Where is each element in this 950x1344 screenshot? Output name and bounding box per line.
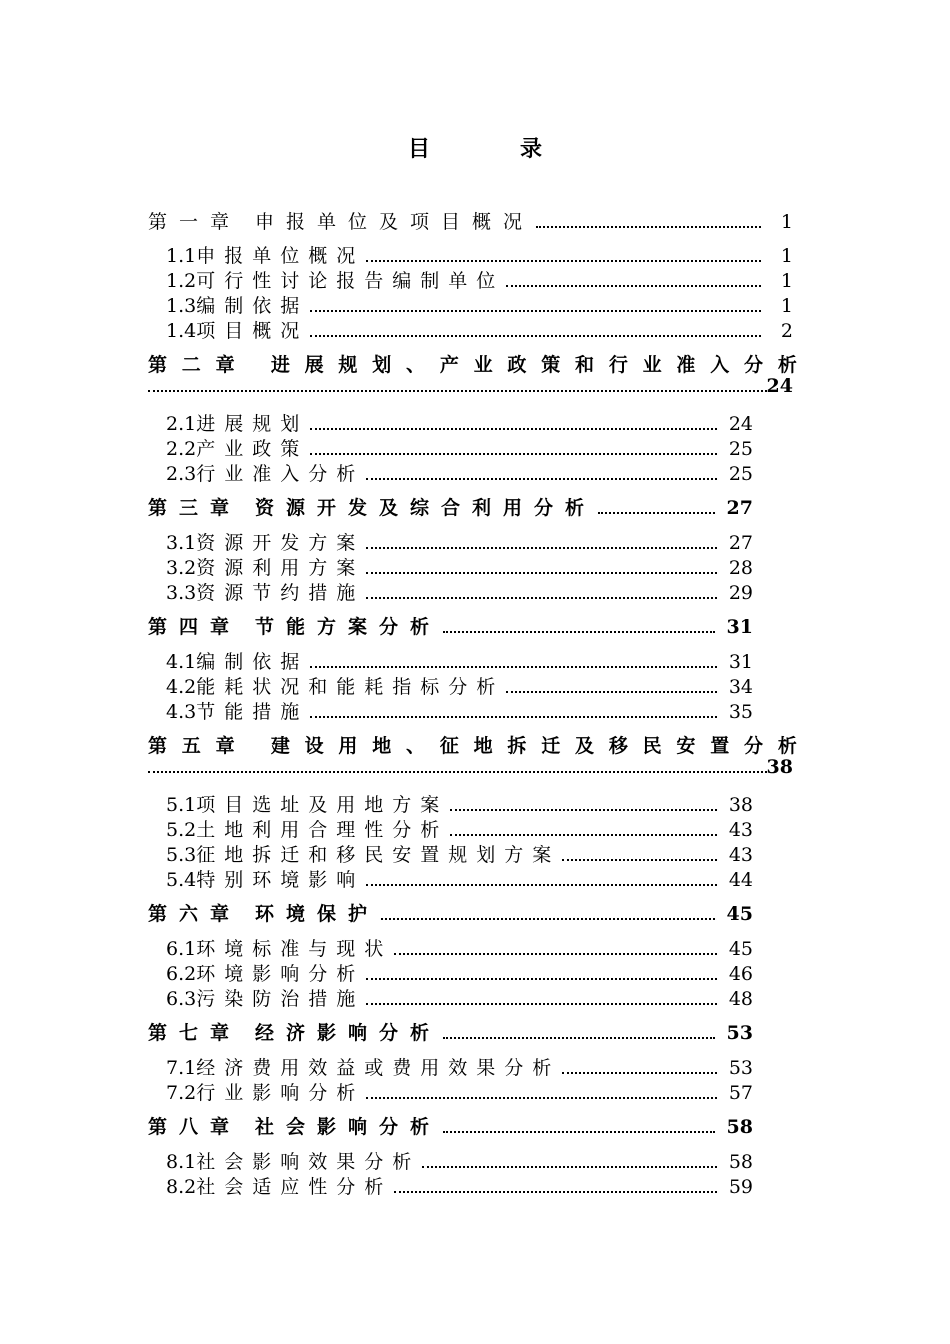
section-title: 节能措施 [196,701,309,723]
page-number: 59 [728,1176,753,1198]
toc-section[interactable] [148,790,753,815]
page-number: 27 [728,532,753,554]
toc-section[interactable] [148,647,753,672]
leader-dots [148,757,767,773]
chapter-title: 社会影响分析 [255,1116,442,1138]
page-number: 1 [780,270,793,292]
page-number: 46 [728,963,753,985]
page-number: 53 [726,1022,753,1044]
toc-section[interactable] [148,528,753,553]
section-title: 经济费用效益或费用效果分析 [196,1057,561,1079]
chapter-title: 进展规划、产业政策和行业准入分析 [270,354,812,376]
toc-section[interactable] [148,409,753,434]
leader-dots [536,212,761,228]
leader-dots [443,617,715,633]
toc-section[interactable] [148,672,753,697]
toc-chapter-2[interactable] [148,350,812,399]
leader-dots [366,989,717,1005]
page-number: 38 [766,756,793,778]
chapter-label: 第一章 [148,211,242,233]
section-number: 6.2 [166,963,197,985]
leader-dots [381,904,715,920]
chapter-label: 第六章 [148,903,242,925]
section-title: 产业政策 [196,438,309,460]
section-title: 环境标准与现状 [196,938,393,960]
toc-chapter-3[interactable] [148,493,753,518]
page-number: 44 [728,869,753,891]
table-of-contents [148,207,812,1198]
page-number: 1 [780,211,793,233]
section-title: 申报单位概况 [196,245,365,267]
section-number: 2.2 [166,438,197,460]
page-number: 24 [728,413,753,435]
page-number: 57 [728,1082,753,1104]
section-number: 3.1 [166,532,197,554]
section-title: 特别环境影响 [196,869,365,891]
toc-chapter-7[interactable] [148,1018,753,1043]
section-title: 征地拆迁和移民安置规划方案 [196,844,561,866]
chapter-title: 资源开发及综合利用分析 [255,497,597,519]
section-number: 5.4 [166,869,197,891]
section-number: 4.1 [166,651,197,673]
page-number: 2 [780,320,793,342]
section-number: 6.1 [166,938,197,960]
toc-section[interactable] [148,959,753,984]
page-number: 34 [728,676,753,698]
toc-section[interactable] [148,241,793,266]
leader-dots [366,870,717,886]
section-number: 2.3 [166,463,197,485]
section-title: 行业影响分析 [196,1082,365,1104]
leader-dots [148,376,767,392]
page-number: 25 [728,463,753,485]
leader-dots [562,845,717,861]
toc-section[interactable] [148,865,753,890]
page-number: 28 [728,557,753,579]
section-number: 3.2 [166,557,197,579]
page-number: 1 [780,245,793,267]
leader-dots [506,271,761,287]
leader-dots [394,939,717,955]
section-title: 资源利用方案 [196,557,365,579]
section-title: 可行性讨论报告编制单位 [196,270,505,292]
toc-title: 目 录 [407,136,576,162]
page-number: 35 [728,701,753,723]
page-number: 31 [728,651,753,673]
toc-section[interactable] [148,1078,753,1103]
section-number: 7.2 [166,1082,197,1104]
toc-chapter-1[interactable] [148,207,793,232]
page-number: 58 [726,1116,753,1138]
section-number: 5.3 [166,844,197,866]
leader-dots [310,414,717,430]
leader-dots [366,583,717,599]
chapter-label: 第八章 [148,1116,242,1138]
toc-section[interactable] [148,1147,753,1172]
chapter-title: 建设用地、征地拆迁及移民安置分析 [270,735,812,757]
page-number: 1 [780,295,793,317]
section-number: 5.1 [166,794,197,816]
section-number: 1.1 [166,245,197,267]
section-title: 项目概况 [196,320,309,342]
section-number: 8.2 [166,1176,197,1198]
page-number: 53 [728,1057,753,1079]
leader-dots [366,964,717,980]
toc-chapter-4[interactable] [148,612,753,637]
toc-section[interactable] [148,316,793,341]
leader-dots [443,1023,715,1039]
page-number: 24 [766,375,793,397]
page-number: 31 [726,616,753,638]
section-number: 6.3 [166,988,197,1010]
leader-dots [310,439,717,455]
page-number: 45 [726,903,753,925]
leader-dots [310,702,717,718]
chapter-label: 第二章 [148,354,250,376]
toc-section[interactable] [148,291,793,316]
section-title: 行业准入分析 [196,463,365,485]
leader-dots [366,246,761,262]
page-number: 45 [728,938,753,960]
toc-section[interactable] [148,578,753,603]
page-number: 25 [728,438,753,460]
leader-dots [366,464,717,480]
toc-section[interactable] [148,697,753,722]
section-number: 4.2 [166,676,197,698]
section-number: 2.1 [166,413,197,435]
leader-dots [310,652,717,668]
toc-section[interactable] [148,815,753,840]
page-number: 27 [726,497,753,519]
section-number: 7.1 [166,1057,197,1079]
toc-section[interactable] [148,553,753,578]
leader-dots [443,1117,715,1133]
section-number: 5.2 [166,819,197,841]
section-title: 资源节约措施 [196,582,365,604]
toc-section[interactable] [148,934,753,959]
leader-dots [366,1083,717,1099]
toc-section[interactable] [148,984,753,1009]
chapter-title: 节能方案分析 [255,616,442,638]
chapter-title: 环境保护 [255,903,380,925]
leader-dots [366,533,717,549]
section-title: 社会影响效果分析 [196,1151,421,1173]
toc-section[interactable] [148,1172,753,1197]
chapter-title: 经济影响分析 [255,1022,442,1044]
leader-dots [506,677,717,693]
leader-dots [366,558,717,574]
page-number: 38 [728,794,753,816]
chapter-label: 第七章 [148,1022,242,1044]
section-title: 环境影响分析 [196,963,365,985]
leader-dots [310,321,761,337]
leader-dots [598,498,715,514]
section-title: 土地利用合理性分析 [196,819,449,841]
section-title: 项目选址及用地方案 [196,794,449,816]
section-number: 1.4 [166,320,197,342]
page-number: 43 [728,844,753,866]
section-title: 能耗状况和能耗指标分析 [196,676,505,698]
leader-dots [562,1058,717,1074]
page-number: 58 [728,1151,753,1173]
page-number: 43 [728,819,753,841]
leader-dots [394,1177,717,1193]
toc-section[interactable] [148,459,753,484]
toc-section[interactable] [148,840,753,865]
section-title: 编制依据 [196,295,309,317]
section-title: 资源开发方案 [196,532,365,554]
toc-section[interactable] [148,434,753,459]
section-title: 社会适应性分析 [196,1176,393,1198]
page-number: 48 [728,988,753,1010]
toc-section[interactable] [148,266,793,291]
leader-dots [422,1152,717,1168]
section-number: 4.3 [166,701,197,723]
section-title: 进展规划 [196,413,309,435]
section-number: 3.3 [166,582,197,604]
section-title: 污染防治措施 [196,988,365,1010]
toc-chapter-6[interactable] [148,899,753,924]
toc-section[interactable] [148,1053,753,1078]
leader-dots [450,820,717,836]
section-number: 8.1 [166,1151,197,1173]
page-number: 29 [728,582,753,604]
section-number: 1.3 [166,295,197,317]
leader-dots [310,296,761,312]
section-number: 1.2 [166,270,197,292]
chapter-title: 申报单位及项目概况 [255,211,535,233]
leader-dots [450,795,717,811]
section-title: 编制依据 [196,651,309,673]
toc-chapter-5[interactable] [148,731,812,780]
chapter-label: 第三章 [148,497,242,519]
toc-chapter-8[interactable] [148,1112,753,1137]
chapter-label: 第四章 [148,616,242,638]
chapter-label: 第五章 [148,735,250,757]
